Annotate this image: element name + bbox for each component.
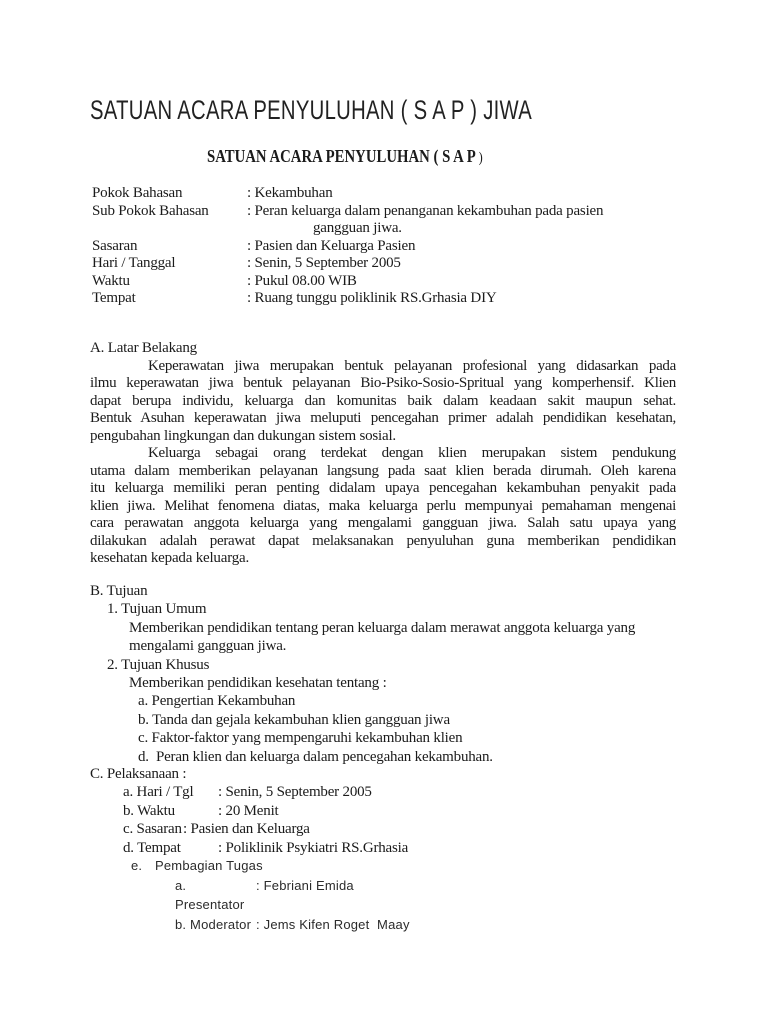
detail-row-hari-tgl <box>123 783 710 801</box>
list-item: Memberikan pendidikan kesehatan tentang : <box>129 675 387 692</box>
paragraph-line: Bentuk Asuhan keperawatan jiwa meluputi pencegahan primer adalah pendidikan kesehatan, <box>90 410 676 426</box>
meta-value: : Senin, 5 September 2005 <box>247 255 401 271</box>
detail-row-sasaran <box>123 820 710 838</box>
detail-label: b. Waktu <box>123 802 175 819</box>
meta-label: Hari / Tanggal <box>92 255 176 271</box>
meta-row-sasaran <box>92 238 603 256</box>
list-item: b. Tanda dan gejala kekambuhan klien gangguan jiwa <box>138 711 450 728</box>
tasks-heading <box>131 856 410 876</box>
tasks-heading-text: Pembagian Tugas <box>155 858 263 873</box>
paragraph-line: itu keluarga memiliki peran penting didalam upaya pencegahan kekambuhan penyakit pada <box>90 480 676 496</box>
list-item: 2. Tujuan Khusus <box>107 656 210 673</box>
meta-label: Sasaran <box>92 237 138 254</box>
detail-value: : Poliklinik Psykiatri RS.Grhasia <box>218 839 409 856</box>
document-heading <box>207 145 543 169</box>
paragraph-line: pengubahan lingkungan dan dukungan sistem sosial. <box>90 427 396 444</box>
detail-row-waktu <box>123 802 710 820</box>
metadata-block <box>92 185 603 308</box>
page-title-text: SATUAN ACARA PENYULUHAN ( S A P ) JIWA <box>90 95 533 125</box>
list-item: c. Faktor-faktor yang mempengaruhi kekambuhan klien <box>138 730 463 747</box>
detail-value: : Pasien dan Keluarga <box>183 821 310 838</box>
paragraph-line: cara perawatan anggota keluarga yang mengalami gangguan jiwa. Salah satu upaya yang <box>90 515 676 531</box>
document-heading-text <box>207 145 483 169</box>
task-assignment-block <box>131 856 410 934</box>
page-title <box>90 94 679 126</box>
meta-row-waktu <box>92 273 603 291</box>
paragraph-line: ilmu keperawatan jiwa bentuk pelayanan Bio-Psiko-Sosio-Spritual yang komperhensif. Klien <box>90 375 676 391</box>
paragraph-line: utama dalam memberikan pelayanan langsung pada saat klien berada dirumah. Oleh karena <box>90 462 676 479</box>
meta-label: Sub Pokok Bahasan <box>92 202 209 219</box>
meta-row-pokok-bahasan <box>92 185 603 203</box>
paragraph-line: Keperawatan jiwa merupakan bentuk pelayanan profesional yang didasarkan pada <box>148 357 676 374</box>
detail-label: a. Hari / Tgl <box>123 784 194 801</box>
list-item: mengalami gangguan jiwa. <box>129 638 287 655</box>
list-item: d. Peran klien dan keluarga dalam pencegahan kekambuhan. <box>138 748 493 765</box>
detail-value: : 20 Menit <box>218 802 279 819</box>
meta-row-hari-tanggal <box>92 255 603 273</box>
task-label: a. Presentator <box>175 877 245 912</box>
section-b-heading: B. Tujuan <box>90 583 148 599</box>
meta-value: : Ruang tunggu poliklinik RS.Grhasia DIY <box>247 290 497 306</box>
meta-value: : Pukul 08.00 WIB <box>247 272 357 289</box>
document-heading-close-paren: ) <box>478 150 483 166</box>
paragraph-line: kesehatan kepada keluarga. <box>90 550 250 566</box>
meta-value: : Peran keluarga dalam penanganan kekambuhan pada pasien <box>247 202 604 219</box>
detail-value: : Senin, 5 September 2005 <box>218 784 372 801</box>
task-label: b. Moderator <box>175 916 252 932</box>
list-item: Memberikan pendidikan tentang peran keluarga dalam merawat anggota keluarga yang <box>129 619 636 636</box>
task-value: : Jems Kifen Roget Maay <box>256 916 410 932</box>
list-item: a. Pengertian Kekambuhan <box>138 693 296 710</box>
meta-row-sub-pokok-bahasan <box>92 203 603 221</box>
detail-label: c. Sasaran <box>123 821 182 838</box>
meta-value: : Pasien dan Keluarga Pasien <box>247 237 416 254</box>
meta-value-wrap-line: gangguan jiwa. <box>313 220 402 236</box>
meta-value: : Kekambuhan <box>247 185 333 201</box>
task-row-moderator <box>175 915 410 935</box>
meta-row-tempat <box>92 290 603 308</box>
paragraph-line: dapat berupa individu, keluarga dan komunitas baik dalam keadaan sakit maupun sehat. <box>90 392 676 409</box>
detail-label: d. Tempat <box>123 839 181 856</box>
paragraph-line: klien jiwa. Melihat fenomena diatas, maka keluarga perlu mempunyai pemahaman mengenai <box>90 497 676 514</box>
section-latar-belakang <box>90 340 676 568</box>
task-value: : Febriani Emida <box>256 877 354 893</box>
tasks-heading-letter: e. <box>131 858 143 873</box>
meta-label: Waktu <box>92 272 130 289</box>
list-item: 1. Tujuan Umum <box>107 601 207 618</box>
section-pelaksanaan <box>90 765 710 857</box>
meta-label: Pokok Bahasan <box>92 185 183 201</box>
section-tujuan <box>90 582 710 766</box>
meta-label: Tempat <box>92 290 136 306</box>
section-a-heading: A. Latar Belakang <box>90 340 197 356</box>
paragraph-line: dilakukan adalah perawat dapat melaksanakan penyuluhan guna memberikan pendidikan <box>90 532 676 549</box>
task-row-presentator <box>175 876 410 915</box>
document-heading-main: SATUAN ACARA PENYULUHAN ( S A P <box>207 146 475 166</box>
paragraph-line: Keluarga sebagai orang terdekat dengan klien merupakan sistem pendukung <box>148 445 676 461</box>
section-c-heading: C. Pelaksanaan : <box>90 766 187 782</box>
detail-row-tempat <box>123 839 710 857</box>
